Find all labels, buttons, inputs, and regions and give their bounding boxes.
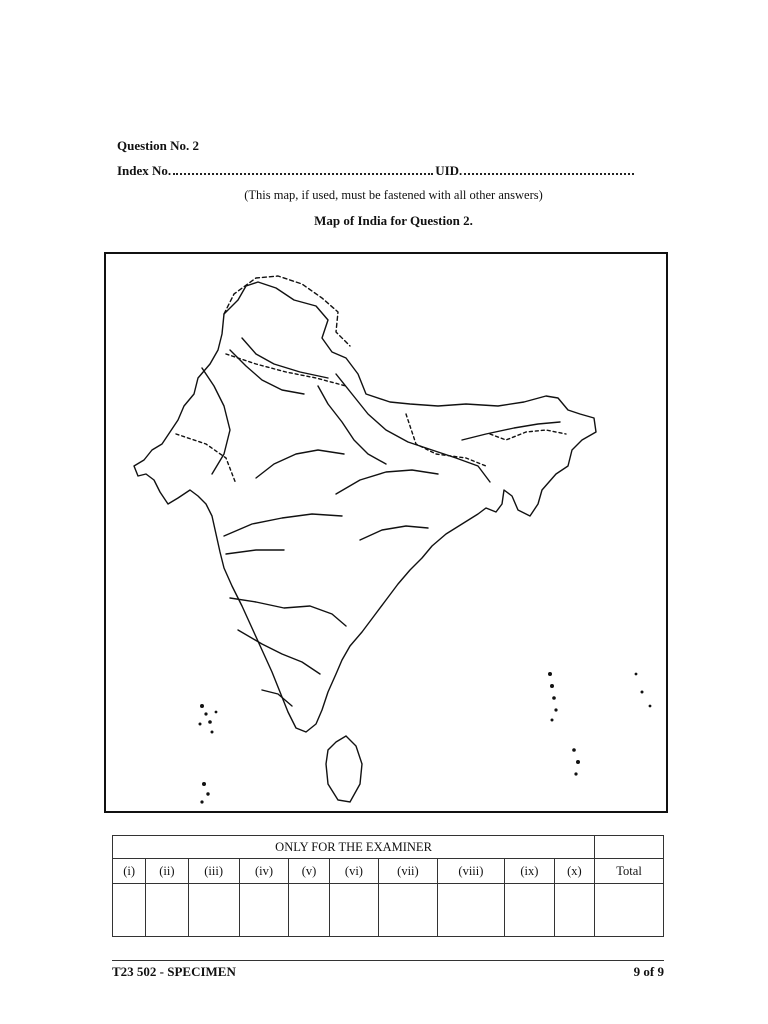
col-header: (i) xyxy=(113,859,146,884)
river-kaveri xyxy=(262,690,292,706)
river-godavari xyxy=(230,598,346,626)
examiner-title-row xyxy=(113,836,664,859)
index-number-blank[interactable] xyxy=(173,164,433,175)
river-son xyxy=(336,470,438,494)
india-outline-map[interactable] xyxy=(104,252,668,813)
marks-cell[interactable] xyxy=(146,884,188,937)
marks-cell[interactable] xyxy=(239,884,288,937)
examiner-column-row xyxy=(113,859,664,884)
col-header: (iv) xyxy=(239,859,288,884)
examiner-marks-table xyxy=(112,835,664,937)
col-header: (iii) xyxy=(188,859,239,884)
sri-lanka xyxy=(326,736,362,802)
boundary-north xyxy=(226,354,346,386)
question-number: Question No. 2 xyxy=(117,138,199,153)
marks-cell[interactable] xyxy=(188,884,239,937)
marks-cell[interactable] xyxy=(437,884,505,937)
footer-rule xyxy=(112,960,664,961)
marks-cell[interactable] xyxy=(554,884,594,937)
uid-blank[interactable] xyxy=(464,164,634,175)
marks-cell[interactable] xyxy=(505,884,554,937)
river-brahmaputra xyxy=(462,422,560,440)
boundary-east xyxy=(406,414,486,466)
page-number: 9 of 9 xyxy=(633,964,664,979)
boundary-northeast xyxy=(490,430,566,440)
map-drawing xyxy=(106,254,666,811)
marks-cell-total[interactable] xyxy=(595,884,664,937)
index-uid-line xyxy=(117,163,636,179)
mainland-outline xyxy=(134,282,596,732)
col-header: (viii) xyxy=(437,859,505,884)
marks-cell[interactable] xyxy=(289,884,329,937)
marks-cell[interactable] xyxy=(379,884,437,937)
river-mahanadi xyxy=(360,526,428,540)
col-header: (x) xyxy=(554,859,594,884)
marks-cell[interactable] xyxy=(113,884,146,937)
map-heading: Map of India for Question 2. xyxy=(314,213,473,228)
col-header: (v) xyxy=(289,859,329,884)
col-header-total: Total xyxy=(595,859,664,884)
paper-code: T23 502 - SPECIMEN xyxy=(112,964,236,979)
examiner-title: ONLY FOR THE EXAMINER xyxy=(113,836,595,859)
examiner-title-spacer xyxy=(595,836,664,859)
col-header: (vi) xyxy=(329,859,378,884)
examiner-marks-row xyxy=(113,884,664,937)
river-narmada xyxy=(224,514,342,536)
uid-label: UID. xyxy=(435,163,463,178)
river-tapi xyxy=(226,550,284,554)
col-header: (ii) xyxy=(146,859,188,884)
index-label: Index No. xyxy=(117,163,172,178)
river-krishna xyxy=(238,630,320,674)
northern-border xyxy=(224,276,350,346)
river-chambal xyxy=(256,450,344,478)
col-header: (vii) xyxy=(379,859,437,884)
river-2 xyxy=(230,350,304,394)
river-ganga xyxy=(336,374,490,482)
col-header: (ix) xyxy=(505,859,554,884)
fastening-note: (This map, if used, must be fastened with all other answers) xyxy=(244,188,543,202)
marks-cell[interactable] xyxy=(329,884,378,937)
